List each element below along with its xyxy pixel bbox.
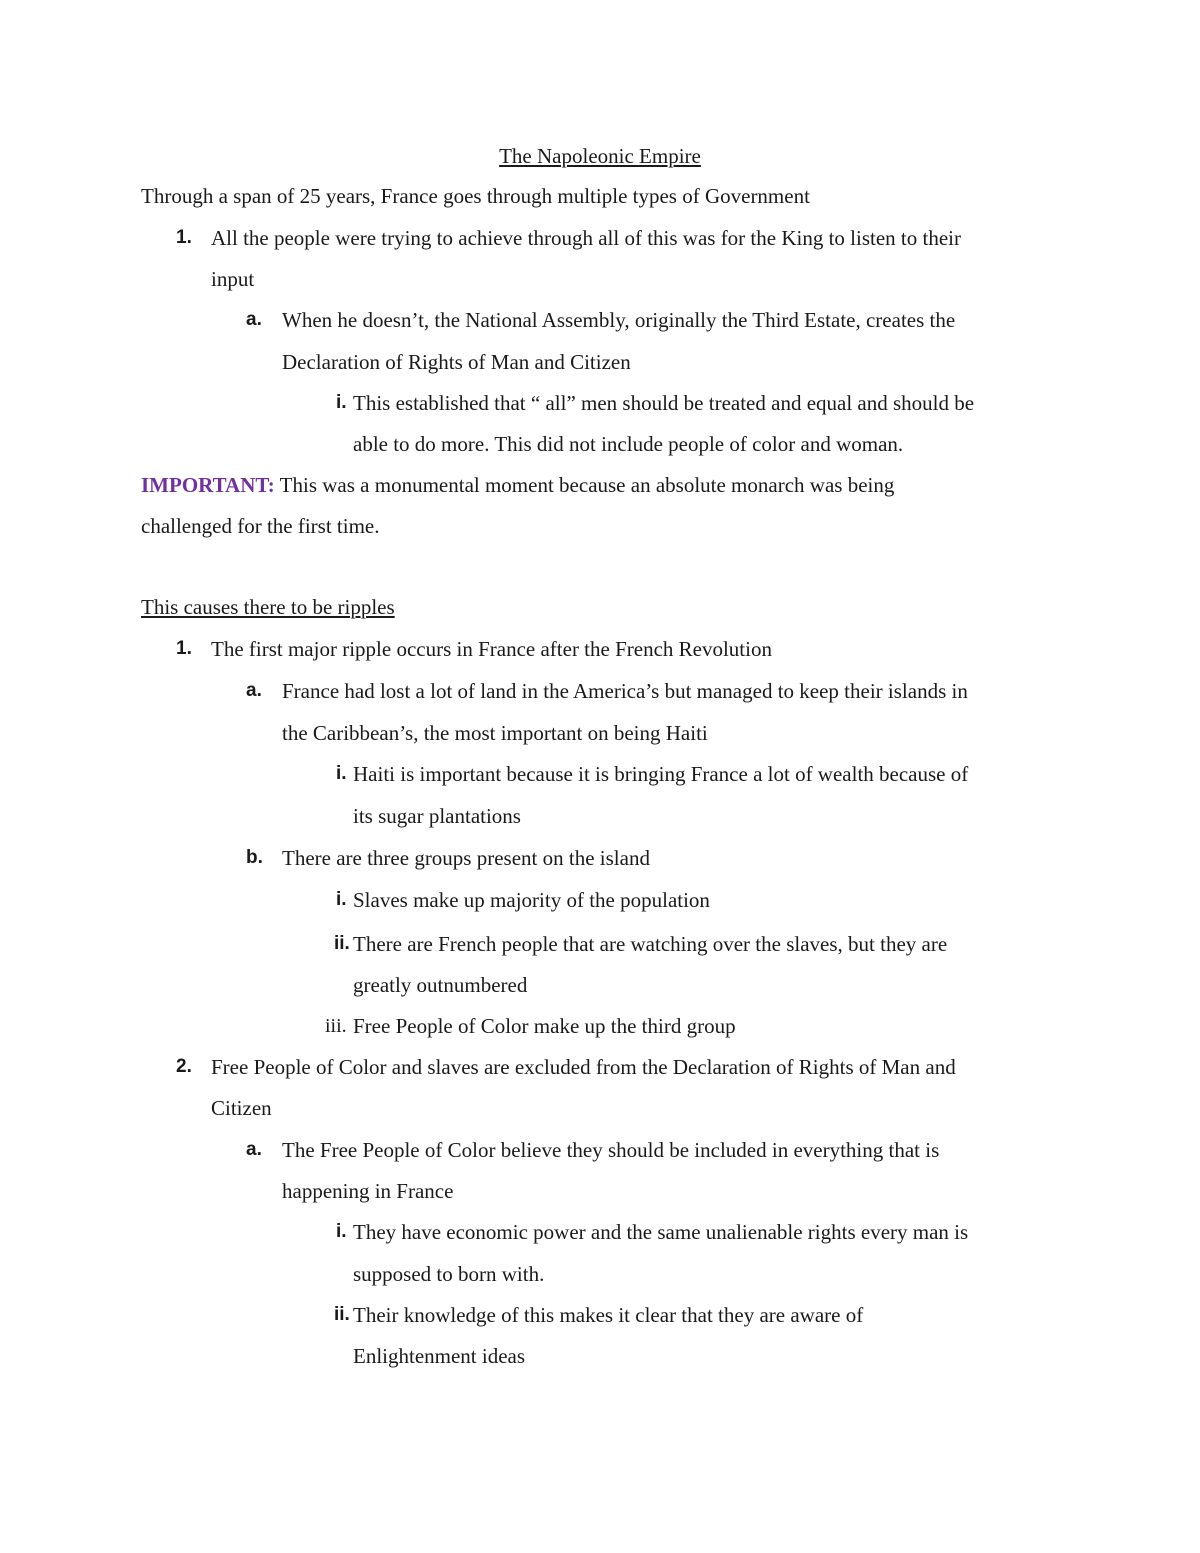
list-marker: ii. xyxy=(334,933,350,954)
important-text: This was a monumental moment because an absolute monarch was being xyxy=(274,473,895,497)
list-item-text: Their knowledge of this makes it clear that they are aware of xyxy=(353,1303,864,1327)
list-marker: i. xyxy=(336,1221,347,1242)
list-marker: 1. xyxy=(176,638,192,659)
list-item-text: France had lost a lot of land in the America’s but managed to keep their islands in xyxy=(282,679,968,703)
list-marker: a. xyxy=(246,680,262,701)
list-item-text: The first major ripple occurs in France after the French Revolution xyxy=(211,637,772,661)
list-marker: 2. xyxy=(176,1056,192,1077)
list-item-text: When he doesn’t, the National Assembly, originally the Third Estate, creates the xyxy=(282,308,956,332)
intro-line: Through a span of 25 years, France goes through multiple types of Government xyxy=(141,184,810,208)
section-heading: This causes there to be ripples xyxy=(141,595,395,619)
list-item-text: able to do more. This did not include people of color and woman. xyxy=(353,432,904,456)
list-item-text: There are French people that are watching over the slaves, but they are xyxy=(353,932,948,956)
list-item-text: There are three groups present on the island xyxy=(282,846,650,870)
list-item-text: All the people were trying to achieve through all of this was for the King to listen to their xyxy=(211,226,961,250)
list-marker: b. xyxy=(246,847,263,868)
list-item-text: Citizen xyxy=(211,1096,272,1120)
list-marker: 1. xyxy=(176,227,192,248)
list-marker: a. xyxy=(246,309,262,330)
list-item-text: its sugar plantations xyxy=(353,804,521,828)
list-marker: ii. xyxy=(334,1304,350,1325)
important-label: IMPORTANT: xyxy=(141,473,275,497)
list-item-text: Free People of Color and slaves are excluded from the Declaration of Rights of Man and xyxy=(211,1055,956,1079)
important-note xyxy=(141,471,894,499)
page-title: The Napoleonic Empire xyxy=(499,144,701,168)
list-item-text: the Caribbean’s, the most important on being Haiti xyxy=(282,721,708,745)
important-text: challenged for the first time. xyxy=(141,514,380,538)
list-marker: i. xyxy=(336,763,347,784)
list-item-text: happening in France xyxy=(282,1179,454,1203)
list-item-text: Slaves make up majority of the population xyxy=(353,888,710,912)
list-item-text: This established that “ all” men should be treated and equal and should be xyxy=(353,391,975,415)
list-marker: i. xyxy=(336,889,347,910)
list-item-text: Enlightenment ideas xyxy=(353,1344,526,1368)
list-item-text: input xyxy=(211,267,255,291)
list-item-text: They have economic power and the same unalienable rights every man is xyxy=(353,1220,969,1244)
list-marker: i. xyxy=(336,392,347,413)
list-marker: iii. xyxy=(325,1015,347,1037)
list-item-text: Declaration of Rights of Man and Citizen xyxy=(282,350,631,374)
list-item-text: supposed to born with. xyxy=(353,1262,545,1286)
list-item-text: Haiti is important because it is bringing France a lot of wealth because of xyxy=(353,762,969,786)
list-item-text: The Free People of Color believe they should be included in everything that is xyxy=(282,1138,940,1162)
list-item-text: Free People of Color make up the third group xyxy=(353,1014,736,1038)
list-item-text: greatly outnumbered xyxy=(353,973,528,997)
list-marker: a. xyxy=(246,1139,262,1160)
